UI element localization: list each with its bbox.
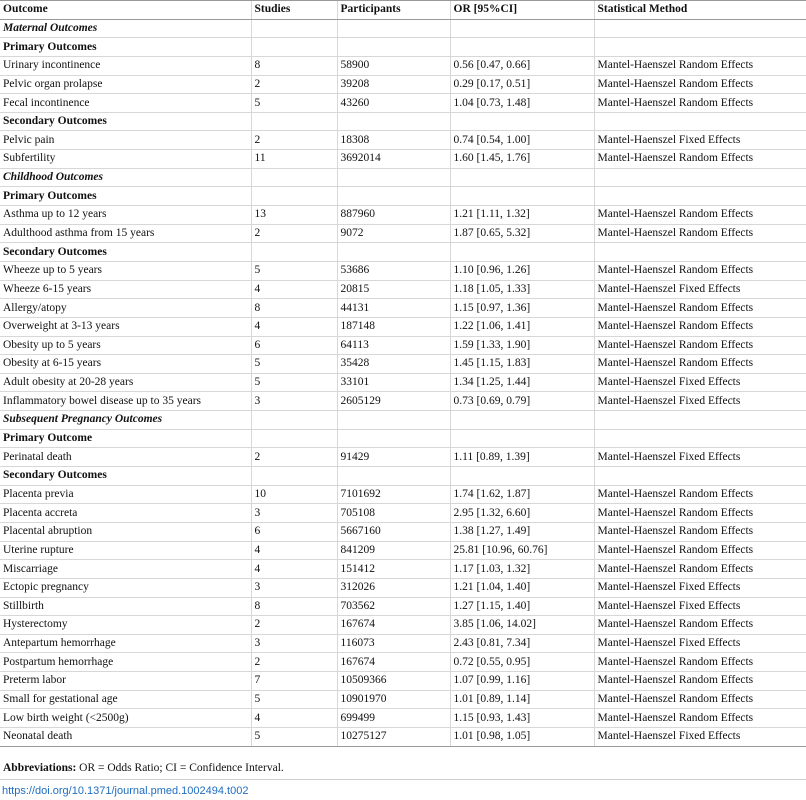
cell-participants: 53686	[337, 261, 450, 280]
cell-outcome: Subfertility	[0, 150, 251, 169]
cell-studies: 2	[251, 75, 337, 94]
cell-or-ci: 25.81 [10.96, 60.76]	[450, 541, 594, 560]
cell-outcome: Preterm labor	[0, 672, 251, 691]
table-row	[0, 504, 806, 523]
cell-or-ci: 2.43 [0.81, 7.34]	[450, 634, 594, 653]
cell-studies: 3	[251, 578, 337, 597]
cell-or-ci: 1.34 [1.25, 1.44]	[450, 373, 594, 392]
cell-or-ci: 1.38 [1.27, 1.49]	[450, 522, 594, 541]
cell-outcome: Allergy/atopy	[0, 299, 251, 318]
cell-studies: 2	[251, 224, 337, 243]
cell-method: Mantel-Haenszel Fixed Effects	[594, 392, 806, 411]
table-row	[0, 616, 806, 635]
empty-cell	[251, 429, 337, 448]
table-row	[0, 224, 806, 243]
cell-outcome: Placenta accreta	[0, 504, 251, 523]
cell-or-ci: 1.07 [0.99, 1.16]	[450, 672, 594, 691]
empty-cell	[594, 112, 806, 131]
subgroup-row	[0, 187, 806, 206]
cell-outcome: Inflammatory bowel disease up to 35 years	[0, 392, 251, 411]
cell-participants: 312026	[337, 578, 450, 597]
cell-participants: 35428	[337, 355, 450, 374]
cell-method: Mantel-Haenszel Random Effects	[594, 150, 806, 169]
cell-studies: 5	[251, 261, 337, 280]
cell-outcome: Perinatal death	[0, 448, 251, 467]
cell-method: Mantel-Haenszel Random Effects	[594, 336, 806, 355]
cell-or-ci: 1.01 [0.89, 1.14]	[450, 690, 594, 709]
empty-cell	[337, 187, 450, 206]
cell-method: Mantel-Haenszel Random Effects	[594, 485, 806, 504]
cell-studies: 5	[251, 94, 337, 113]
cell-outcome: Fecal incontinence	[0, 94, 251, 113]
empty-cell	[450, 168, 594, 187]
cell-outcome: Postpartum hemorrhage	[0, 653, 251, 672]
empty-cell	[594, 168, 806, 187]
group-heading: Subsequent Pregnancy Outcomes	[0, 411, 251, 430]
cell-participants: 703562	[337, 597, 450, 616]
header-statistical-method: Statistical Method	[594, 1, 806, 20]
empty-cell	[337, 411, 450, 430]
subgroup-row	[0, 112, 806, 131]
empty-cell	[450, 187, 594, 206]
table-row	[0, 541, 806, 560]
cell-outcome: Asthma up to 12 years	[0, 206, 251, 225]
cell-or-ci: 1.15 [0.93, 1.43]	[450, 709, 594, 728]
cell-studies: 4	[251, 541, 337, 560]
cell-method: Mantel-Haenszel Fixed Effects	[594, 373, 806, 392]
cell-studies: 7	[251, 672, 337, 691]
empty-cell	[594, 243, 806, 262]
cell-studies: 8	[251, 56, 337, 75]
cell-method: Mantel-Haenszel Random Effects	[594, 522, 806, 541]
cell-studies: 2	[251, 653, 337, 672]
cell-outcome: Obesity up to 5 years	[0, 336, 251, 355]
empty-cell	[594, 187, 806, 206]
cell-outcome: Obesity at 6-15 years	[0, 355, 251, 374]
empty-cell	[450, 112, 594, 131]
cell-participants: 10901970	[337, 690, 450, 709]
cell-or-ci: 1.15 [0.97, 1.36]	[450, 299, 594, 318]
cell-method: Mantel-Haenszel Random Effects	[594, 224, 806, 243]
group-row	[0, 411, 806, 430]
cell-participants: 151412	[337, 560, 450, 579]
table-row	[0, 373, 806, 392]
empty-cell	[337, 112, 450, 131]
footer-divider	[0, 779, 806, 780]
empty-cell	[337, 467, 450, 486]
empty-cell	[251, 38, 337, 57]
cell-studies: 2	[251, 131, 337, 150]
cell-participants: 3692014	[337, 150, 450, 169]
table-row	[0, 653, 806, 672]
cell-studies: 6	[251, 336, 337, 355]
cell-method: Mantel-Haenszel Random Effects	[594, 709, 806, 728]
cell-method: Mantel-Haenszel Random Effects	[594, 75, 806, 94]
cell-outcome: Small for gestational age	[0, 690, 251, 709]
cell-outcome: Placental abruption	[0, 522, 251, 541]
empty-cell	[450, 467, 594, 486]
table-row	[0, 522, 806, 541]
cell-participants: 10275127	[337, 727, 450, 746]
cell-method: Mantel-Haenszel Random Effects	[594, 56, 806, 75]
cell-or-ci: 1.21 [1.04, 1.40]	[450, 578, 594, 597]
subgroup-row	[0, 467, 806, 486]
cell-participants: 64113	[337, 336, 450, 355]
group-heading: Childhood Outcomes	[0, 168, 251, 187]
cell-outcome: Uterine rupture	[0, 541, 251, 560]
cell-or-ci: 1.22 [1.06, 1.41]	[450, 317, 594, 336]
cell-outcome: Overweight at 3-13 years	[0, 317, 251, 336]
cell-or-ci: 1.59 [1.33, 1.90]	[450, 336, 594, 355]
cell-method: Mantel-Haenszel Random Effects	[594, 355, 806, 374]
cell-outcome: Urinary incontinence	[0, 56, 251, 75]
cell-studies: 5	[251, 727, 337, 746]
cell-or-ci: 1.60 [1.45, 1.76]	[450, 150, 594, 169]
table-row	[0, 578, 806, 597]
group-heading: Maternal Outcomes	[0, 19, 251, 38]
cell-method: Mantel-Haenszel Random Effects	[594, 504, 806, 523]
empty-cell	[251, 467, 337, 486]
cell-or-ci: 1.87 [0.65, 5.32]	[450, 224, 594, 243]
cell-or-ci: 0.56 [0.47, 0.66]	[450, 56, 594, 75]
cell-studies: 10	[251, 485, 337, 504]
cell-participants: 43260	[337, 94, 450, 113]
cell-outcome: Pelvic pain	[0, 131, 251, 150]
cell-studies: 5	[251, 355, 337, 374]
cell-or-ci: 1.01 [0.98, 1.05]	[450, 727, 594, 746]
abbreviations-label: Abbreviations:	[3, 762, 77, 774]
cell-studies: 4	[251, 560, 337, 579]
cell-or-ci: 3.85 [1.06, 14.02]	[450, 616, 594, 635]
header-row	[0, 1, 806, 20]
table-row	[0, 131, 806, 150]
cell-participants: 39208	[337, 75, 450, 94]
table-body	[0, 19, 806, 746]
cell-method: Mantel-Haenszel Random Effects	[594, 616, 806, 635]
cell-participants: 699499	[337, 709, 450, 728]
cell-participants: 33101	[337, 373, 450, 392]
cell-method: Mantel-Haenszel Random Effects	[594, 690, 806, 709]
cell-or-ci: 1.10 [0.96, 1.26]	[450, 261, 594, 280]
empty-cell	[251, 411, 337, 430]
cell-method: Mantel-Haenszel Fixed Effects	[594, 597, 806, 616]
cell-participants: 58900	[337, 56, 450, 75]
subgroup-heading: Primary Outcomes	[0, 187, 251, 206]
empty-cell	[337, 38, 450, 57]
table-row	[0, 560, 806, 579]
cell-outcome: Stillbirth	[0, 597, 251, 616]
empty-cell	[251, 243, 337, 262]
empty-cell	[594, 411, 806, 430]
cell-method: Mantel-Haenszel Fixed Effects	[594, 634, 806, 653]
empty-cell	[594, 38, 806, 57]
cell-participants: 705108	[337, 504, 450, 523]
header-studies: Studies	[251, 1, 337, 20]
cell-participants: 18308	[337, 131, 450, 150]
cell-outcome: Miscarriage	[0, 560, 251, 579]
cell-or-ci: 1.21 [1.11, 1.32]	[450, 206, 594, 225]
cell-or-ci: 0.74 [0.54, 1.00]	[450, 131, 594, 150]
cell-method: Mantel-Haenszel Random Effects	[594, 672, 806, 691]
empty-cell	[594, 19, 806, 38]
cell-participants: 167674	[337, 616, 450, 635]
cell-outcome: Antepartum hemorrhage	[0, 634, 251, 653]
table-row	[0, 280, 806, 299]
cell-participants: 887960	[337, 206, 450, 225]
empty-cell	[450, 411, 594, 430]
table-row	[0, 75, 806, 94]
cell-or-ci: 0.72 [0.55, 0.95]	[450, 653, 594, 672]
cell-method: Mantel-Haenszel Fixed Effects	[594, 578, 806, 597]
cell-studies: 13	[251, 206, 337, 225]
cell-or-ci: 1.11 [0.89, 1.39]	[450, 448, 594, 467]
empty-cell	[251, 19, 337, 38]
subgroup-heading: Primary Outcomes	[0, 38, 251, 57]
cell-participants: 5667160	[337, 522, 450, 541]
empty-cell	[450, 38, 594, 57]
cell-or-ci: 0.29 [0.17, 0.51]	[450, 75, 594, 94]
cell-participants: 841209	[337, 541, 450, 560]
table-row	[0, 94, 806, 113]
header-participants: Participants	[337, 1, 450, 20]
subgroup-heading: Secondary Outcomes	[0, 243, 251, 262]
cell-studies: 8	[251, 597, 337, 616]
header-or-ci: OR [95%CI]	[450, 1, 594, 20]
cell-outcome: Low birth weight (<2500g)	[0, 709, 251, 728]
cell-participants: 187148	[337, 317, 450, 336]
cell-participants: 20815	[337, 280, 450, 299]
empty-cell	[594, 429, 806, 448]
empty-cell	[450, 243, 594, 262]
table-row	[0, 672, 806, 691]
cell-participants: 10509366	[337, 672, 450, 691]
empty-cell	[337, 243, 450, 262]
table-row	[0, 597, 806, 616]
subgroup-heading: Secondary Outcomes	[0, 112, 251, 131]
cell-participants: 9072	[337, 224, 450, 243]
abbreviations-note	[3, 762, 284, 774]
cell-method: Mantel-Haenszel Random Effects	[594, 541, 806, 560]
cell-method: Mantel-Haenszel Fixed Effects	[594, 448, 806, 467]
table-row	[0, 709, 806, 728]
table-row	[0, 317, 806, 336]
cell-studies: 6	[251, 522, 337, 541]
cell-method: Mantel-Haenszel Random Effects	[594, 261, 806, 280]
cell-outcome: Adult obesity at 20-28 years	[0, 373, 251, 392]
cell-or-ci: 1.27 [1.15, 1.40]	[450, 597, 594, 616]
table-row	[0, 336, 806, 355]
table-row	[0, 485, 806, 504]
cell-method: Mantel-Haenszel Random Effects	[594, 560, 806, 579]
cell-studies: 2	[251, 616, 337, 635]
cell-studies: 5	[251, 373, 337, 392]
table-row	[0, 206, 806, 225]
empty-cell	[450, 19, 594, 38]
cell-method: Mantel-Haenszel Fixed Effects	[594, 280, 806, 299]
cell-studies: 4	[251, 709, 337, 728]
cell-participants: 91429	[337, 448, 450, 467]
table-row	[0, 448, 806, 467]
cell-studies: 3	[251, 392, 337, 411]
cell-or-ci: 2.95 [1.32, 6.60]	[450, 504, 594, 523]
table-row	[0, 150, 806, 169]
cell-method: Mantel-Haenszel Random Effects	[594, 94, 806, 113]
abbreviations-text: OR = Odds Ratio; CI = Confidence Interval.	[76, 762, 284, 774]
empty-cell	[337, 168, 450, 187]
cell-studies: 8	[251, 299, 337, 318]
table-row	[0, 56, 806, 75]
table-row	[0, 727, 806, 746]
cell-outcome: Neonatal death	[0, 727, 251, 746]
empty-cell	[251, 168, 337, 187]
cell-outcome: Hysterectomy	[0, 616, 251, 635]
empty-cell	[251, 112, 337, 131]
empty-cell	[450, 429, 594, 448]
group-row	[0, 168, 806, 187]
cell-studies: 11	[251, 150, 337, 169]
table-row	[0, 261, 806, 280]
cell-or-ci: 1.18 [1.05, 1.33]	[450, 280, 594, 299]
cell-method: Mantel-Haenszel Random Effects	[594, 206, 806, 225]
cell-outcome: Ectopic pregnancy	[0, 578, 251, 597]
cell-studies: 2	[251, 448, 337, 467]
subgroup-row	[0, 243, 806, 262]
table-row	[0, 634, 806, 653]
header-outcome: Outcome	[0, 1, 251, 20]
cell-studies: 4	[251, 317, 337, 336]
cell-method: Mantel-Haenszel Fixed Effects	[594, 727, 806, 746]
cell-outcome: Wheeze 6-15 years	[0, 280, 251, 299]
cell-studies: 5	[251, 690, 337, 709]
table-row	[0, 392, 806, 411]
empty-cell	[251, 187, 337, 206]
cell-outcome: Placenta previa	[0, 485, 251, 504]
subgroup-heading: Primary Outcome	[0, 429, 251, 448]
cell-or-ci: 1.45 [1.15, 1.83]	[450, 355, 594, 374]
cell-outcome: Pelvic organ prolapse	[0, 75, 251, 94]
cell-studies: 3	[251, 504, 337, 523]
empty-cell	[594, 467, 806, 486]
cell-participants: 116073	[337, 634, 450, 653]
cell-method: Mantel-Haenszel Random Effects	[594, 299, 806, 318]
group-row	[0, 19, 806, 38]
cell-outcome: Adulthood asthma from 15 years	[0, 224, 251, 243]
cell-outcome: Wheeze up to 5 years	[0, 261, 251, 280]
table-row	[0, 299, 806, 318]
cell-or-ci: 1.04 [0.73, 1.48]	[450, 94, 594, 113]
cell-participants: 2605129	[337, 392, 450, 411]
cell-or-ci: 0.73 [0.69, 0.79]	[450, 392, 594, 411]
doi-link[interactable]: https://doi.org/10.1371/journal.pmed.1002494.t002	[2, 785, 249, 797]
cell-method: Mantel-Haenszel Random Effects	[594, 317, 806, 336]
subgroup-row	[0, 38, 806, 57]
cell-participants: 167674	[337, 653, 450, 672]
cell-studies: 4	[251, 280, 337, 299]
cell-participants: 44131	[337, 299, 450, 318]
cell-method: Mantel-Haenszel Fixed Effects	[594, 131, 806, 150]
empty-cell	[337, 19, 450, 38]
subgroup-heading: Secondary Outcomes	[0, 467, 251, 486]
cell-studies: 3	[251, 634, 337, 653]
cell-method: Mantel-Haenszel Random Effects	[594, 653, 806, 672]
cell-or-ci: 1.17 [1.03, 1.32]	[450, 560, 594, 579]
table-row	[0, 355, 806, 374]
table-row	[0, 690, 806, 709]
cell-participants: 7101692	[337, 485, 450, 504]
cell-or-ci: 1.74 [1.62, 1.87]	[450, 485, 594, 504]
subgroup-row	[0, 429, 806, 448]
empty-cell	[337, 429, 450, 448]
